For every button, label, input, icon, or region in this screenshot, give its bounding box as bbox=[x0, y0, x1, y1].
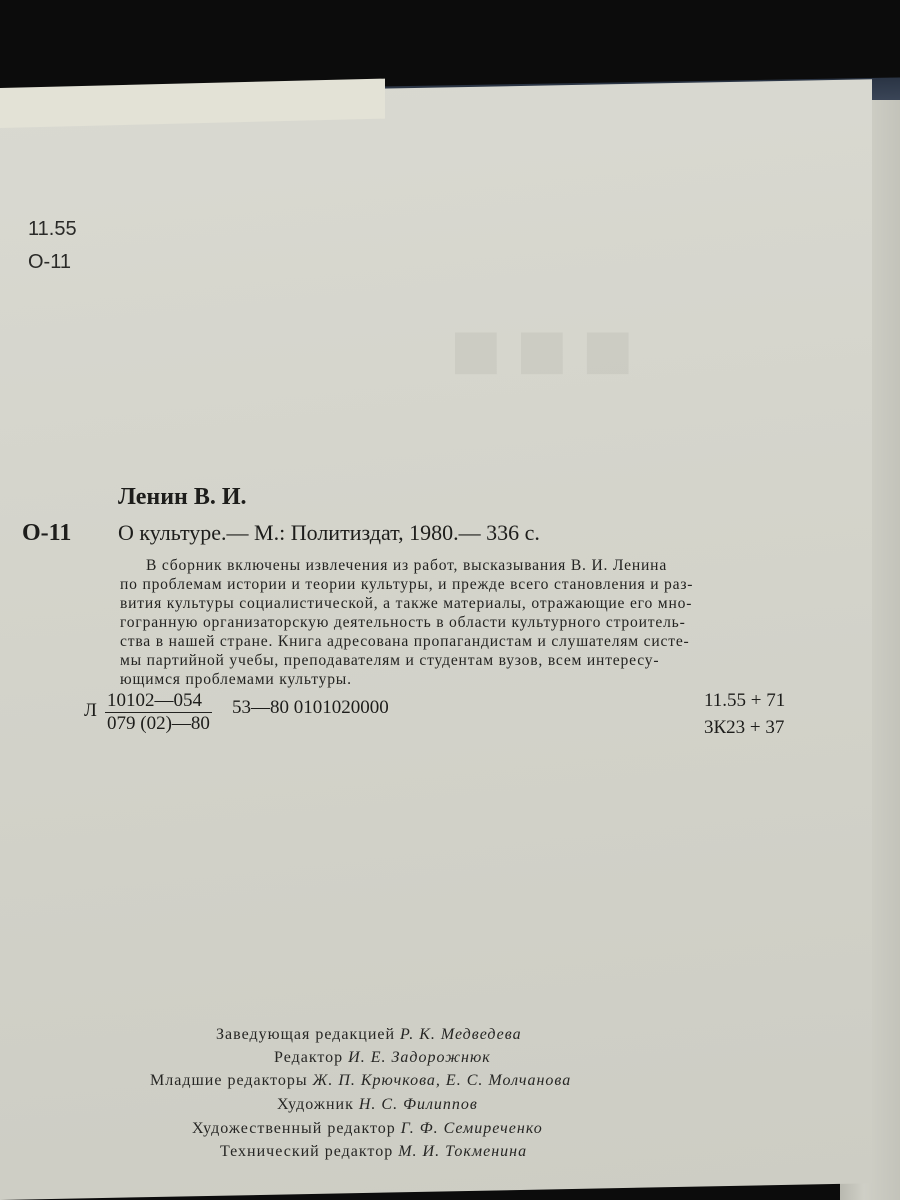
annotation-line: В сборник включены извлечения из работ, высказывания В. И. Ленина bbox=[146, 557, 668, 574]
credit-role: Художник bbox=[277, 1096, 354, 1113]
index-fraction bbox=[105, 690, 212, 735]
credit-role: Младшие редакторы bbox=[150, 1072, 308, 1089]
credit-person: И. Е. Задорожнюк bbox=[348, 1049, 491, 1066]
credit-row bbox=[216, 1026, 522, 1044]
credit-role: Редактор bbox=[274, 1049, 344, 1066]
call-number-line2: О-11 bbox=[28, 251, 71, 273]
index-denominator: 079 (02)—80 bbox=[107, 713, 210, 734]
credit-person: Г. Ф. Семиреченко bbox=[400, 1120, 543, 1137]
credit-role: Технический редактор bbox=[220, 1143, 394, 1160]
credit-row bbox=[277, 1096, 478, 1114]
index-numerator: 10102—054 bbox=[105, 690, 212, 713]
credit-row bbox=[220, 1143, 527, 1161]
author-name: Ленин В. И. bbox=[118, 484, 247, 510]
annotation-line: гогранную организаторскую деятельность в области культурного строитель- bbox=[120, 614, 686, 631]
annotation-line: ющимся проблемами культуры. bbox=[120, 671, 352, 688]
credit-person: М. И. Токменина bbox=[398, 1143, 528, 1160]
index-letter: Л bbox=[84, 700, 97, 721]
classification-2: 3К23 + 37 bbox=[704, 717, 785, 738]
annotation bbox=[120, 556, 810, 689]
credit-person: Ж. П. Крючкова, Е. С. Молчанова bbox=[312, 1072, 572, 1089]
annotation-line: по проблемам истории и теории культуры, и прежде всего становления и раз- bbox=[120, 576, 694, 593]
credit-row bbox=[274, 1049, 491, 1067]
classification-1: 11.55 + 71 bbox=[704, 690, 786, 711]
annotation-line: вития культуры социалистической, а также материалы, отражающие его мно- bbox=[120, 595, 693, 612]
call-number-line1: 11.55 bbox=[28, 218, 77, 240]
credit-role: Заведующая редакцией bbox=[216, 1026, 396, 1043]
credit-row bbox=[150, 1072, 571, 1090]
bleed-through-shadow: ■■■ bbox=[450, 302, 648, 398]
credit-role: Художественный редактор bbox=[192, 1120, 396, 1137]
credit-person: Р. К. Медведева bbox=[400, 1026, 522, 1043]
annotation-line: ства в нашей стране. Книга адресована пропагандистам и слушателям систе- bbox=[120, 633, 690, 650]
author-code: О-11 bbox=[22, 520, 72, 546]
index-code: 53—80 0101020000 bbox=[232, 697, 389, 718]
credit-row bbox=[192, 1120, 543, 1138]
annotation-line: мы партийной учебы, преподавателям и студентам вузов, всем интересу- bbox=[120, 652, 660, 669]
credit-person: Н. С. Филиппов bbox=[358, 1096, 478, 1113]
book-title-line: О культуре.— М.: Политиздат, 1980.— 336 с. bbox=[118, 520, 540, 545]
